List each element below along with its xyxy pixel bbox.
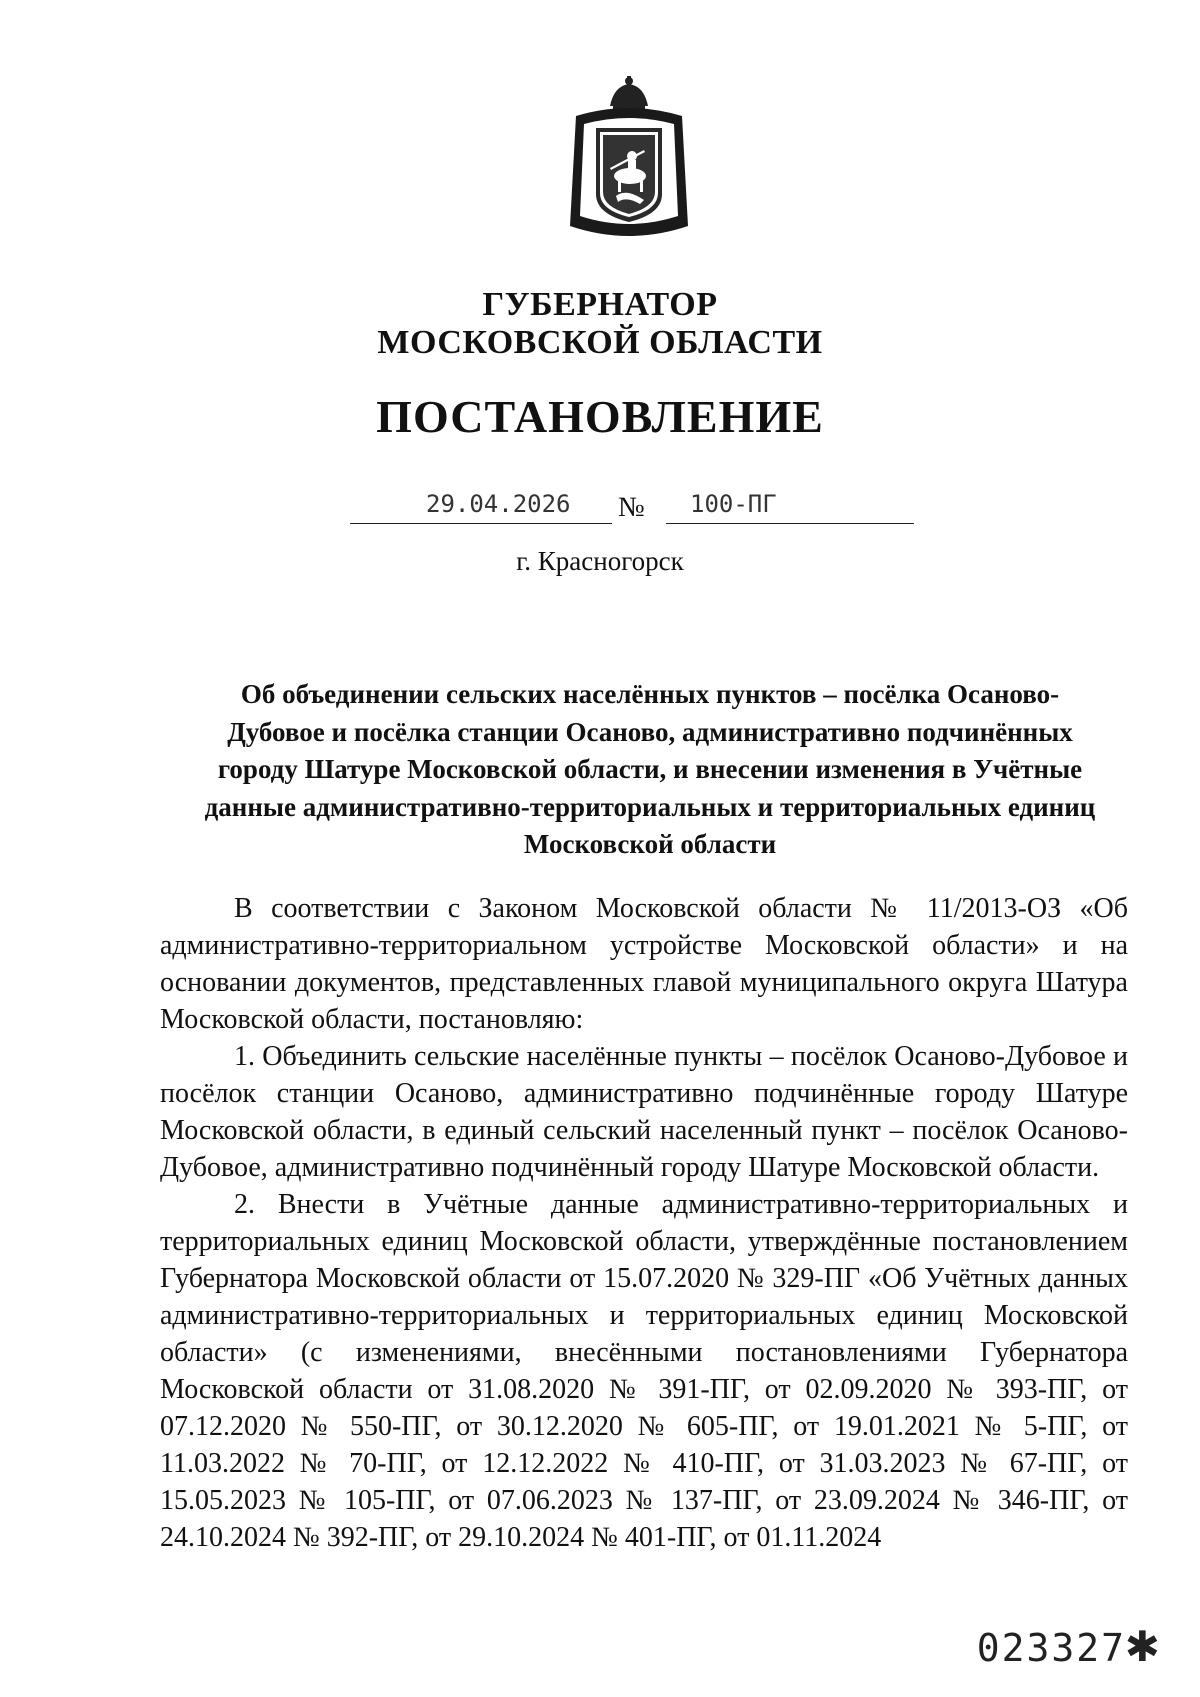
coat-of-arms-icon — [566, 76, 692, 238]
decree-subject-title: Об объединении сельских населённых пунктов – посёлка Осаново-Дубовое и посёлка станции Осаново, административно подчинённых городу Шатуре Московской области, и внесении изменения в Учётные данные административно-территориальных и территориальных единиц Московской области — [204, 679, 1096, 859]
preamble-paragraph: В соответствии с Законом Московской области № 11/2013-ОЗ «Об административно-территориальном устройстве Московской области» и на основании документов, представленных главой муниципального округа Шатура Московской области, постановляю: — [160, 893, 1128, 1035]
decree-body — [160, 890, 1128, 1556]
authority-line-2: МОСКОВСКОЙ ОБЛАСТИ — [377, 324, 823, 361]
clause-2-paragraph: 2. Внести в Учётные данные административно-территориальных и территориальных единиц Московской области, утверждённые постановлением Губернатора Московской области от 15.07.2020 № 329-ПГ «Об Учётных данных административно-территориальных и территориальных единиц Московской области» (с изменениями, внесёнными постановлениями Губернатора Московской области от 31.08.2020 № 391-ПГ, от 02.09.2020 № 393-ПГ, от 07.12.2020 № 550-ПГ, от 30.12.2020 № 605-ПГ, от 19.01.2021 № 5-ПГ, от 11.03.2022 № 70-ПГ, от 12.12.2022 № 410-ПГ, от 31.03.2023 № 67-ПГ, от 15.05.2023 № 105-ПГ, от 07.06.2023 № 137-ПГ, от 23.09.2024 № 346-ПГ, от 24.10.2024 № 392-ПГ, от 29.10.2024 № 401-ПГ, от 01.11.2024 — [160, 1189, 1128, 1553]
document-type-title: ПОСТАНОВЛЕНИЕ — [376, 391, 824, 442]
clause-1-paragraph: 1. Объединить сельские населённые пункты – посёлок Осаново-Дубовое и посёлок станции Осаново, административно подчинённые городу Шатуре Московской области, в единый сельский населенный пункт – посёлок Осаново-Дубовое, административно подчинённый городу Шатуре Московской области. — [160, 1041, 1128, 1183]
asterisk-mark-icon: ✱ — [1124, 1625, 1160, 1671]
document-number: 100-ПГ — [690, 490, 777, 518]
number-underline — [666, 523, 914, 524]
document-date: 29.04.2026 — [426, 490, 571, 518]
date-number-line — [0, 486, 1200, 526]
number-sign: № — [618, 492, 645, 523]
authority-line-1: ГУБЕРНАТОР — [482, 286, 718, 323]
document-city: г. Красногорск — [516, 546, 684, 576]
serial-number: 023327 — [976, 1626, 1126, 1670]
date-underline — [350, 523, 612, 524]
